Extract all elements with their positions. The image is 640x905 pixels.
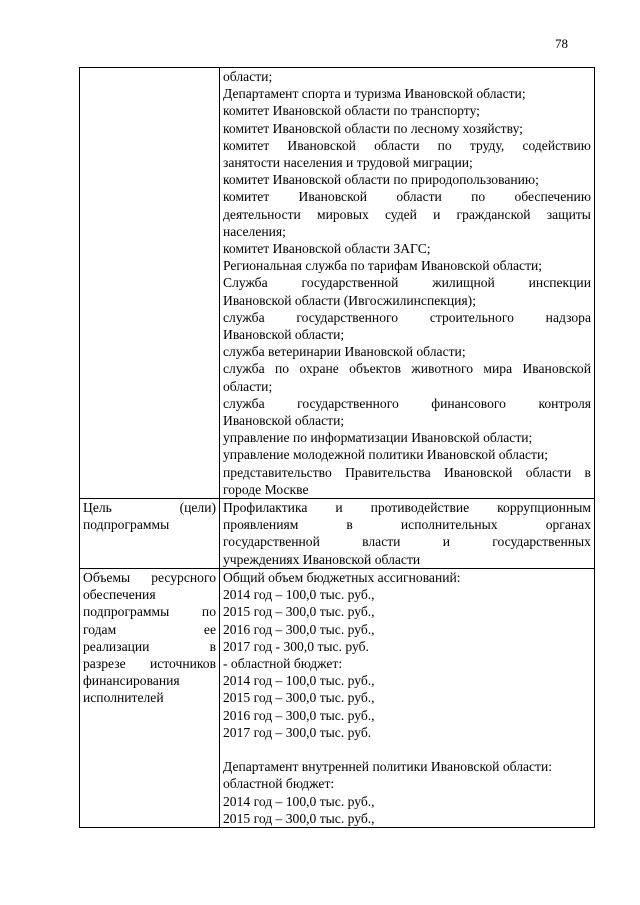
row-content-cell <box>220 68 595 499</box>
text-line: учреждениях Ивановской области <box>223 551 421 567</box>
text-line: комитет Ивановской области по транспорту; <box>223 103 480 119</box>
text-line: годам ее <box>83 621 216 637</box>
text-line: служба ветеринарии Ивановской области; <box>223 344 466 360</box>
text-line: государственной власти и государственных <box>223 534 591 550</box>
text-line: области; <box>223 378 273 394</box>
text-line: подпрограммы по <box>83 604 216 620</box>
text-line: 2017 год – 300,0 тыс. руб. <box>223 724 372 740</box>
text-line: Цель (цели) <box>83 500 216 516</box>
text-line: Департамент внутренней политики Ивановской области: <box>223 759 553 775</box>
text-line: городе Москве <box>223 481 309 497</box>
row-content-cell <box>220 568 595 827</box>
text-line: 2015 год – 300,0 тыс. руб., <box>223 810 375 826</box>
text-line: 2017 год - 300,0 тыс. руб. <box>223 638 369 654</box>
text-line: Профилактика и противодействие коррупционным <box>223 500 591 516</box>
text-line: управление молодежной политики Ивановской области; <box>223 447 549 463</box>
table-row <box>80 68 595 499</box>
text-line: областной бюджет: <box>223 776 335 792</box>
text-line: Ивановской области; <box>223 413 345 429</box>
text-line: исполнителей <box>83 690 164 706</box>
table-row <box>80 568 595 827</box>
text-line: Региональная служба по тарифам Ивановской области; <box>223 258 543 274</box>
text-line: комитет Ивановской области по обеспечению <box>223 189 591 205</box>
row-label-cell <box>80 68 220 499</box>
text-line: Ивановской области (Ивгосжилинспекция); <box>223 292 476 308</box>
blank-line <box>223 741 591 758</box>
text-line: финансирования <box>83 673 180 689</box>
text-line: управление по информатизации Ивановской области; <box>223 430 533 446</box>
text-line: 2015 год – 300,0 тыс. руб., <box>223 604 375 620</box>
text-line: обеспечения <box>83 587 156 603</box>
table-row <box>80 499 595 569</box>
text-line: 2014 год – 100,0 тыс. руб., <box>223 793 375 809</box>
row-label-cell <box>80 568 220 827</box>
text-line: Общий объем бюджетных ассигнований: <box>223 569 461 585</box>
text-line: 2014 год – 100,0 тыс. руб., <box>223 587 375 603</box>
text-line: комитет Ивановской области по лесному хозяйству; <box>223 120 523 136</box>
text-line: 2016 год – 300,0 тыс. руб., <box>223 707 375 723</box>
page-number: 78 <box>555 36 568 51</box>
text-line: деятельности мировых судей и гражданской защиты <box>223 206 591 222</box>
text-line: проявлениям в исполнительных органах <box>223 517 591 533</box>
text-line: - областной бюджет: <box>223 655 343 671</box>
text-line: разрезе источников <box>83 655 216 671</box>
text-line: комитет Ивановской области по природопользованию; <box>223 172 539 188</box>
row-content-cell <box>220 499 595 569</box>
text-line: области; <box>223 69 273 84</box>
text-line: комитет Ивановской области по труду, содействию <box>223 137 591 153</box>
text-line: представительство Правительства Ивановской области в <box>223 464 591 480</box>
text-line: служба государственного строительного надзора <box>223 309 591 325</box>
text-line: реализации в <box>83 638 216 654</box>
subprogram-passport-table <box>79 67 595 828</box>
text-line: 2015 год – 300,0 тыс. руб., <box>223 690 375 706</box>
text-line: населения; <box>223 223 286 239</box>
text-line: 2014 год – 100,0 тыс. руб., <box>223 673 375 689</box>
text-line: Объемы ресурсного <box>83 569 216 585</box>
text-line: 2016 год – 300,0 тыс. руб., <box>223 621 375 637</box>
text-line: комитет Ивановской области ЗАГС; <box>223 241 431 257</box>
text-line: служба государственного финансового контроля <box>223 395 591 411</box>
text-line: Служба государственной жилищной инспекции <box>223 275 591 291</box>
row-label-cell <box>80 499 220 569</box>
text-line: подпрограммы <box>83 517 170 533</box>
text-line: Департамент спорта и туризма Ивановской области; <box>223 86 526 102</box>
text-line: Ивановской области; <box>223 327 345 343</box>
text-line: занятости населения и трудовой миграции; <box>223 155 473 171</box>
text-line: служба по охране объектов животного мира Ивановской <box>223 361 591 377</box>
